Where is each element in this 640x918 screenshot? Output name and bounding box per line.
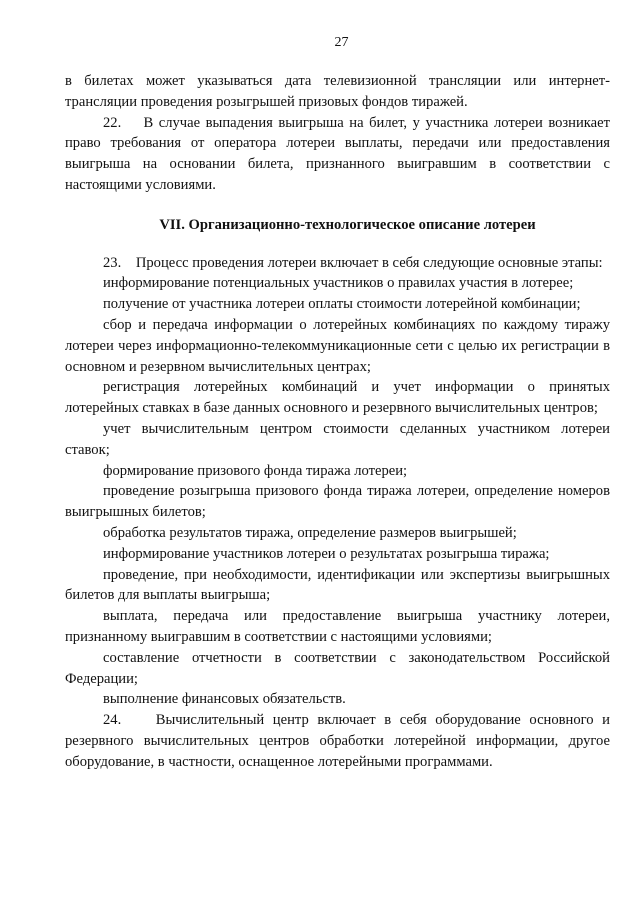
list-item-financial-obligations: выполнение финансовых обязательств. xyxy=(103,691,346,708)
list-item-registration: регистрация лотерейных комбинаций и учет информации о принятых лотерейных ставках в базе данных основного и резервного вычислительных центров; xyxy=(65,379,610,417)
list-item-accounting-stakes: учет вычислительным центром стоимости сделанных участником лотереи ставок; xyxy=(65,420,610,458)
page-number: 27 xyxy=(334,35,349,50)
list-item-reporting: составление отчетности в соответствии с законодательством Российской Федерации; xyxy=(65,649,610,687)
paragraph-22-winning-claim: 22. В случае выпадения выигрыша на билет, у участника лотереи возникает право требования от оператора лотереи выплаты, передачи или предоставления выигрыша на основании билета, признанного выигравшим в соответствии с настоящими условиями. xyxy=(65,114,610,193)
paragraph-23-process-stages: 23. Процесс проведения лотереи включает в себя следующие основные этапы: xyxy=(103,254,603,271)
list-item-informing-participants: информирование потенциальных участников о правилах участия в лотерее; xyxy=(103,275,574,292)
list-item-payout: выплата, передача или предоставление выигрыша участнику лотереи, признанному выигравшим в соответствии с настоящими условиями; xyxy=(65,608,610,645)
list-item-prize-fund: формирование призового фонда тиража лотереи; xyxy=(103,462,408,479)
list-item-draw: проведение розыгрыша призового фонда тиража лотереи, определение номеров выигрышных билетов; xyxy=(65,483,610,521)
section-heading: VII. Организационно-технологическое описание лотереи xyxy=(159,216,536,233)
paragraph-ticket-broadcast: в билетах может указываться дата телевизионной трансляции или интернет-трансляции проведения розыгрышей призовых фондов тиражей. xyxy=(65,73,610,110)
list-item-identification: проведение, при необходимости, идентификации или экспертизы выигрышных билетов для выплаты выигрыша; xyxy=(65,566,610,604)
list-item-informing-results: информирование участников лотереи о результатах розыгрыша тиража; xyxy=(103,545,550,562)
list-item-collecting-combinations: сбор и передача информации о лотерейных комбинациях по каждому тиражу лотереи через информационно-телекоммуникационные сети с целью их регистрации в основном и резервном вычислительных центрах; xyxy=(65,316,610,375)
list-item-receiving-payment: получение от участника лотереи оплаты стоимости лотерейной комбинации; xyxy=(103,296,581,313)
list-item-processing-results: обработка результатов тиража, определение размеров выигрышей; xyxy=(103,524,517,541)
paragraph-24-computing-center: 24. Вычислительный центр включает в себя оборудование основного и резервного вычислительных центров обработки лотерейной информации, другое оборудование, в частности, оснащенное лотерейными программами. xyxy=(65,712,610,770)
